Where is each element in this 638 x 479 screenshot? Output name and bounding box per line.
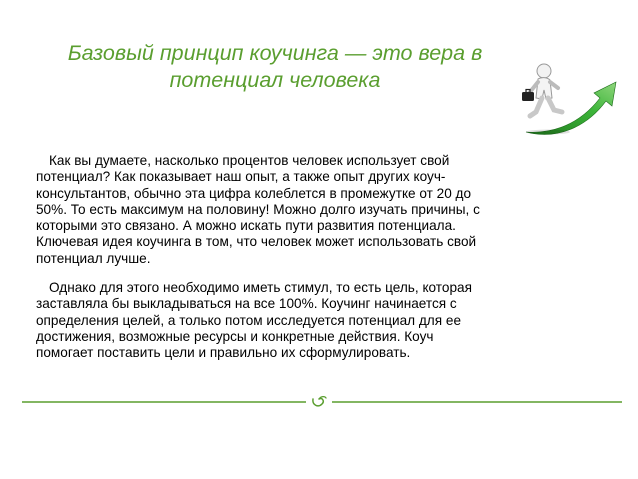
paragraph-line: Однако для этого необходимо иметь стимул, то есть цель, которая xyxy=(49,280,472,296)
paragraph-line: заставляла бы выкладываться на все 100%. Коучинг начинается с xyxy=(36,296,457,312)
title-line-2: потенциал человека xyxy=(169,68,381,92)
paragraph-1 xyxy=(36,153,596,267)
body-text xyxy=(36,153,596,375)
paragraph-line: которыми это связано. А можно искать пути развития потенциала. xyxy=(36,218,456,234)
paragraph-line: определения целей, а только потом исследуется потенциал для ее xyxy=(36,312,462,328)
footer-divider xyxy=(22,390,622,414)
paragraph-line: 50%. То есть максимум на половину! Можно долго изучать причины, с xyxy=(36,201,480,217)
title-line-1: Базовый принцип коучинга — это вера в xyxy=(67,41,483,65)
paragraph-2 xyxy=(36,280,596,361)
paragraph-line: помогает поставить цели и правильно их сформулировать. xyxy=(36,345,411,361)
paragraph-line: Ключевая идея коучинга в том, что человек может использовать свой xyxy=(36,234,477,250)
paragraph-line: Как вы думаете, насколько процентов человек использует свой xyxy=(49,153,450,168)
paragraph-line: консультантов, обычно эта цифра колеблется в промежутке от 20 до xyxy=(36,185,472,201)
paragraph-line: потенциал? Как показывает наш опыт, а также опыт других коуч- xyxy=(36,169,446,185)
leaf-swirl-icon xyxy=(313,397,326,406)
person-on-arrow-icon xyxy=(508,58,620,138)
paragraph-line: достижения, возможные ресурсы и конкретные действия. Коуч xyxy=(36,328,434,344)
paragraph-line: потенциал лучше. xyxy=(36,250,151,266)
slide-title xyxy=(40,40,510,94)
